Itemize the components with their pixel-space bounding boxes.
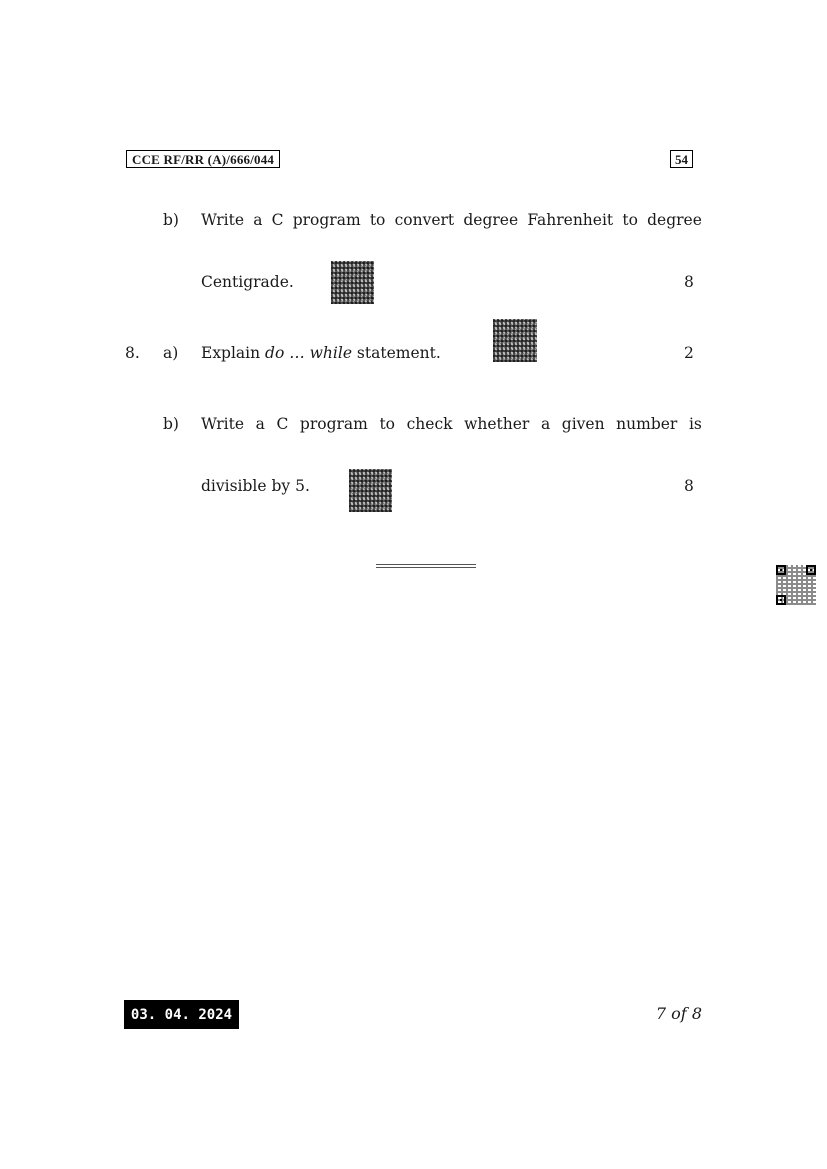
word: a bbox=[253, 211, 263, 229]
word: given bbox=[561, 415, 605, 433]
word: Write bbox=[201, 211, 245, 229]
question-8b-marks: 8 bbox=[684, 477, 694, 495]
word: program bbox=[299, 415, 368, 433]
end-divider bbox=[376, 564, 476, 568]
question-8b-line1 bbox=[201, 414, 702, 434]
question-7b-marks: 8 bbox=[684, 273, 694, 291]
qr-code-icon bbox=[349, 469, 392, 512]
word: to bbox=[369, 211, 386, 229]
question-8a-marks: 2 bbox=[684, 344, 694, 362]
word: Write bbox=[201, 415, 245, 433]
qr-code-icon bbox=[776, 565, 816, 605]
qr-code-icon bbox=[493, 319, 537, 362]
word: a bbox=[255, 415, 265, 433]
word: is bbox=[688, 415, 702, 433]
question-8a-text-italic: do … while bbox=[265, 344, 352, 362]
question-7b-label: b) bbox=[163, 211, 179, 229]
word: Fahrenheit bbox=[527, 211, 614, 229]
question-8-number: 8. bbox=[125, 344, 140, 362]
word: program bbox=[292, 211, 361, 229]
word: degree bbox=[647, 211, 702, 229]
word: to bbox=[379, 415, 396, 433]
word: to bbox=[622, 211, 638, 229]
word: convert bbox=[394, 211, 455, 229]
question-8a-text-after: statement. bbox=[352, 344, 441, 362]
word: a bbox=[540, 415, 551, 433]
question-8b-label: b) bbox=[163, 415, 179, 433]
word: check bbox=[406, 415, 453, 433]
word: whether bbox=[464, 415, 530, 433]
word: C bbox=[271, 211, 284, 229]
paper-code: CCE RF/RR (A)/666/044 bbox=[126, 150, 280, 168]
page-number: 7 of 8 bbox=[655, 1004, 702, 1023]
question-7b-line2: Centigrade. bbox=[201, 273, 294, 291]
word: degree bbox=[463, 211, 519, 229]
question-8a-label: a) bbox=[163, 344, 179, 362]
word: number bbox=[616, 415, 678, 433]
exam-date-badge: 03. 04. 2024 bbox=[124, 1000, 239, 1029]
question-8a-text-before: Explain bbox=[201, 344, 266, 362]
question-7b-line1 bbox=[201, 210, 702, 230]
qr-code-icon bbox=[331, 261, 374, 304]
paper-number: 54 bbox=[670, 150, 693, 168]
question-8a-text bbox=[201, 343, 441, 363]
question-8b-line2: divisible by 5. bbox=[201, 477, 310, 495]
word: C bbox=[276, 415, 289, 433]
